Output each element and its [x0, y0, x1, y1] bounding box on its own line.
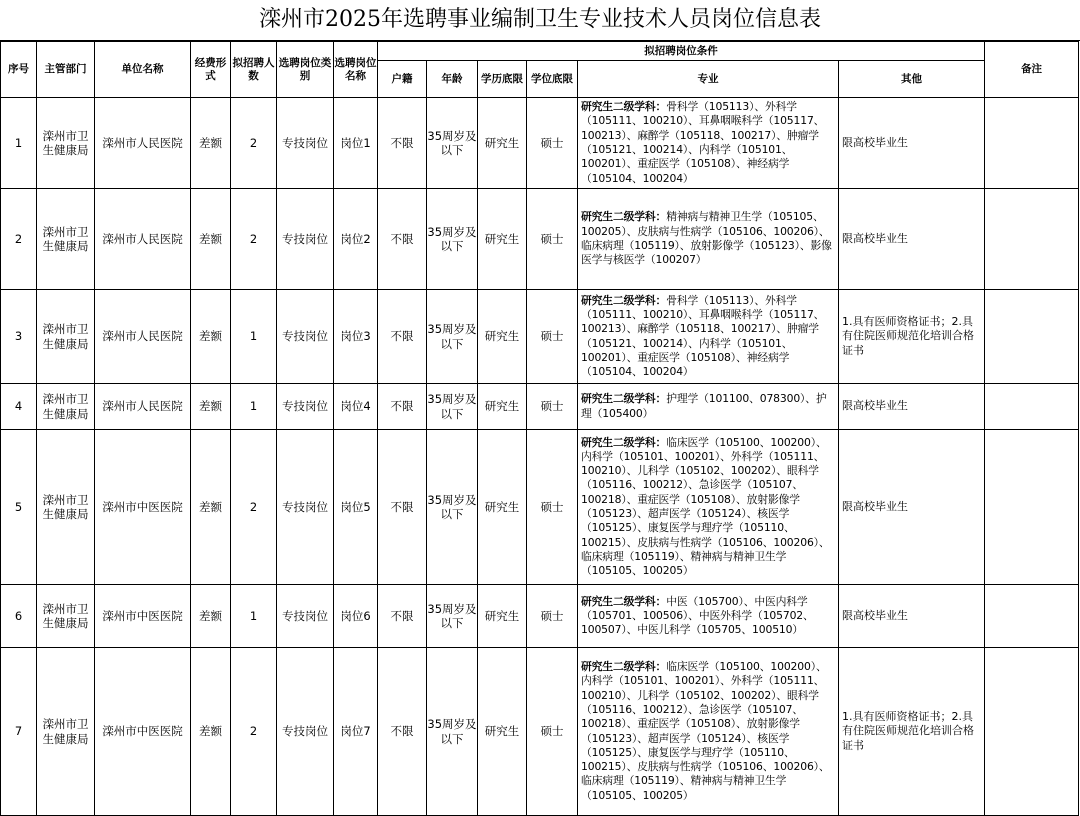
- cell-category: 专技岗位: [277, 384, 334, 430]
- header-seq: 序号: [1, 42, 37, 98]
- header-unit: 单位名称: [95, 42, 191, 98]
- cell-major: [578, 189, 839, 290]
- table-body: [1, 98, 1079, 816]
- cell-edu: 研究生: [478, 430, 527, 585]
- header-dept: 主管部门: [37, 42, 95, 98]
- cell-remark: [985, 585, 1079, 648]
- header-count: 拟招聘人数: [231, 42, 277, 98]
- cell-degree: 硕士: [527, 189, 578, 290]
- cell-category: 专技岗位: [277, 98, 334, 189]
- major-text: 骨科学（105113）、外科学（105111、100210）、耳鼻咽喉科学（105117、100213）、麻醉学（105118、100217）、肿瘤学（105121、100214）、内科学（105101、100201）、重症医学（105108）、神经病学（105104、100204）: [581, 100, 825, 185]
- cell-count: 2: [231, 648, 277, 816]
- cell-dept: 滦州市卫生健康局: [37, 648, 95, 816]
- major-text: 护理学（101100、078300）、护理（105400）: [581, 392, 827, 420]
- cell-age: 35周岁及以下: [427, 430, 478, 585]
- cell-category: 专技岗位: [277, 585, 334, 648]
- cell-post: 岗位5: [334, 430, 378, 585]
- cell-edu: 研究生: [478, 98, 527, 189]
- cell-other: 限高校毕业生: [839, 189, 985, 290]
- cell-huji: 不限: [378, 430, 427, 585]
- cell-other: 限高校毕业生: [839, 98, 985, 189]
- cell-dept: 滦州市卫生健康局: [37, 189, 95, 290]
- header-post: 选聘岗位名称: [334, 42, 378, 98]
- cell-major: [578, 430, 839, 585]
- header-major: 专业: [578, 61, 839, 98]
- cell-post: 岗位7: [334, 648, 378, 816]
- cell-major: [578, 290, 839, 384]
- cell-other: 限高校毕业生: [839, 585, 985, 648]
- major-text: 临床医学（105100、100200）、内科学（105101、100201）、外科学（105111、100210）、儿科学（105102、100202）、眼科学（105116、100212）、急诊医学（105107、100218）、重症医学（105108）、放射影像学（105123）、超声医学（105124）、核医学（105125）、康复医学与理疗学（105110、100215）、皮肤病与性病学（105106、100206）、临床病理（105119）、精神病与精神卫生学（105105、100205）: [581, 435, 830, 578]
- major-label: 研究生二级学科：: [581, 293, 667, 307]
- cell-post: 岗位6: [334, 585, 378, 648]
- cell-other: 1.具有医师资格证书；2.具有住院医师规范化培训合格证书: [839, 648, 985, 816]
- cell-edu: 研究生: [478, 585, 527, 648]
- table-row: [1, 430, 1079, 585]
- page-title: 滦州市2025年选聘事业编制卫生专业技术人员岗位信息表: [0, 0, 1080, 41]
- cell-fund: 差额: [191, 648, 231, 816]
- cell-category: 专技岗位: [277, 290, 334, 384]
- cell-seq: 1: [1, 98, 37, 189]
- cell-unit: 滦州市中医医院: [95, 648, 191, 816]
- cell-fund: 差额: [191, 98, 231, 189]
- cell-unit: 滦州市人民医院: [95, 290, 191, 384]
- cell-fund: 差额: [191, 585, 231, 648]
- header-fund: 经费形式: [191, 42, 231, 98]
- cell-edu: 研究生: [478, 648, 527, 816]
- cell-degree: 硕士: [527, 98, 578, 189]
- cell-age: 35周岁及以下: [427, 585, 478, 648]
- cell-category: 专技岗位: [277, 189, 334, 290]
- cell-fund: 差额: [191, 430, 231, 585]
- cell-remark: [985, 290, 1079, 384]
- cell-count: 1: [231, 585, 277, 648]
- cell-count: 1: [231, 384, 277, 430]
- cell-remark: [985, 430, 1079, 585]
- cell-fund: 差额: [191, 384, 231, 430]
- cell-degree: 硕士: [527, 585, 578, 648]
- cell-unit: 滦州市中医医院: [95, 585, 191, 648]
- cell-remark: [985, 189, 1079, 290]
- cell-post: 岗位2: [334, 189, 378, 290]
- table-row: [1, 290, 1079, 384]
- major-label: 研究生二级学科：: [581, 660, 667, 674]
- cell-remark: [985, 648, 1079, 816]
- cell-unit: 滦州市人民医院: [95, 384, 191, 430]
- header-other: 其他: [839, 61, 985, 98]
- cell-seq: 2: [1, 189, 37, 290]
- header-huji: 户籍: [378, 61, 427, 98]
- cell-huji: 不限: [378, 384, 427, 430]
- cell-fund: 差额: [191, 290, 231, 384]
- major-text: 临床医学（105100、100200）、内科学（105101、100201）、外科学（105111、100210）、儿科学（105102、100202）、眼科学（105116、100212）、急诊医学（105107、100218）、重症医学（105108）、放射影像学（105123）、超声医学（105124）、核医学（105125）、康复医学与理疗学（105110、100215）、皮肤病与性病学（105106、100206）、临床病理（105119）、精神病与精神卫生学（105105、100205）: [581, 660, 830, 802]
- cell-huji: 不限: [378, 189, 427, 290]
- cell-other: 限高校毕业生: [839, 384, 985, 430]
- cell-huji: 不限: [378, 585, 427, 648]
- cell-degree: 硕士: [527, 648, 578, 816]
- table-row: [1, 98, 1079, 189]
- cell-remark: [985, 98, 1079, 189]
- job-info-table: [0, 41, 1079, 816]
- cell-dept: 滦州市卫生健康局: [37, 430, 95, 585]
- major-label: 研究生二级学科：: [581, 392, 667, 406]
- cell-age: 35周岁及以下: [427, 189, 478, 290]
- cell-huji: 不限: [378, 290, 427, 384]
- cell-major: [578, 585, 839, 648]
- table-row: [1, 384, 1079, 430]
- major-label: 研究生二级学科：: [581, 435, 667, 449]
- cell-age: 35周岁及以下: [427, 98, 478, 189]
- cell-dept: 滦州市卫生健康局: [37, 585, 95, 648]
- cell-unit: 滦州市人民医院: [95, 189, 191, 290]
- cell-count: 2: [231, 189, 277, 290]
- cell-age: 35周岁及以下: [427, 648, 478, 816]
- cell-degree: 硕士: [527, 384, 578, 430]
- cell-major: [578, 384, 839, 430]
- header-edu: 学历底限: [478, 61, 527, 98]
- cell-dept: 滦州市卫生健康局: [37, 98, 95, 189]
- cell-category: 专技岗位: [277, 648, 334, 816]
- cell-dept: 滦州市卫生健康局: [37, 290, 95, 384]
- cell-edu: 研究生: [478, 290, 527, 384]
- cell-major: [578, 648, 839, 816]
- cell-seq: 3: [1, 290, 37, 384]
- cell-post: 岗位1: [334, 98, 378, 189]
- cell-post: 岗位4: [334, 384, 378, 430]
- table-row: [1, 585, 1079, 648]
- cell-age: 35周岁及以下: [427, 384, 478, 430]
- cell-count: 1: [231, 290, 277, 384]
- cell-degree: 硕士: [527, 430, 578, 585]
- cell-dept: 滦州市卫生健康局: [37, 384, 95, 430]
- major-label: 研究生二级学科：: [581, 100, 667, 114]
- cell-remark: [985, 384, 1079, 430]
- cell-major: [578, 98, 839, 189]
- header-degree: 学位底限: [527, 61, 578, 98]
- cell-huji: 不限: [378, 98, 427, 189]
- table-row: [1, 189, 1079, 290]
- cell-seq: 6: [1, 585, 37, 648]
- cell-count: 2: [231, 430, 277, 585]
- cell-seq: 4: [1, 384, 37, 430]
- cell-seq: 7: [1, 648, 37, 816]
- cell-fund: 差额: [191, 189, 231, 290]
- header-age: 年龄: [427, 61, 478, 98]
- table-row: [1, 648, 1079, 816]
- header-category: 选聘岗位类别: [277, 42, 334, 98]
- major-text: 中医（105700）、中医内科学（105701、100506）、中医外科学（105702、100507）、中医儿科学（105705、100510）: [581, 594, 814, 637]
- cell-huji: 不限: [378, 648, 427, 816]
- major-label: 研究生二级学科：: [581, 210, 667, 224]
- cell-count: 2: [231, 98, 277, 189]
- header-remark: 备注: [985, 42, 1079, 98]
- major-text: 精神病与精神卫生学（105105、100205）、皮肤病与性病学（105106、100206）、临床病理（105119）、放射影像学（105123）、影像医学与核医学（100207）: [581, 210, 832, 267]
- major-label: 研究生二级学科：: [581, 594, 667, 608]
- cell-edu: 研究生: [478, 189, 527, 290]
- cell-edu: 研究生: [478, 384, 527, 430]
- cell-seq: 5: [1, 430, 37, 585]
- cell-other: 1.具有医师资格证书；2.具有住院医师规范化培训合格证书: [839, 290, 985, 384]
- header-conditions: 拟招聘岗位条件: [378, 42, 985, 61]
- cell-category: 专技岗位: [277, 430, 334, 585]
- cell-degree: 硕士: [527, 290, 578, 384]
- cell-post: 岗位3: [334, 290, 378, 384]
- cell-age: 35周岁及以下: [427, 290, 478, 384]
- major-text: 骨科学（105113）、外科学（105111、100210）、耳鼻咽喉科学（105117、100213）、麻醉学（105118、100217）、肿瘤学（105121、100214）、内科学（105101、100201）、重症医学（105108）、神经病学（105104、100204）: [581, 293, 825, 379]
- cell-unit: 滦州市中医医院: [95, 430, 191, 585]
- cell-unit: 滦州市人民医院: [95, 98, 191, 189]
- cell-other: 限高校毕业生: [839, 430, 985, 585]
